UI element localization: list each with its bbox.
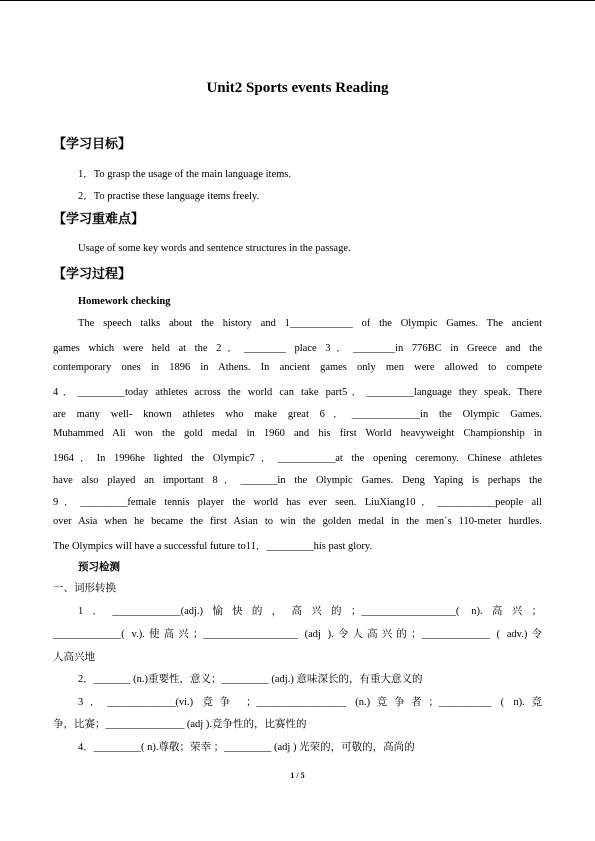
homework-line-9: 9．_________female tennis player the world has ever seen. LiuXiang10．___________people all <box>53 497 542 508</box>
page-top-border <box>0 0 595 1</box>
homework-heading: Homework checking <box>78 296 171 307</box>
objective-item-2: 2．To practise these language items freely. <box>78 191 260 202</box>
homework-line-4: 4．_________today athletes across the world can take part5．_________language they speak. There <box>53 387 542 398</box>
preview-line-6: 争，比赛；_______________ (adj ).竞争性的，比赛性的 <box>53 719 307 730</box>
preview-line-4: 2．_______ (n.)重要性，意义；_________ (adj.) 意味深长的，有重大意义的 <box>78 674 423 685</box>
homework-line-10: over Asia when he became the first Asian to win the golden medal in the men᾽s 110-meter hurdles. <box>53 516 542 527</box>
homework-line-6: Muhammed Ali won the gold medal in 1960 and his first World heavyweight Championship in <box>53 428 542 439</box>
objectives-heading: 【学习目标】 <box>53 137 132 152</box>
preview-line-1: 1．_____________(adj.)愉快的，高兴的；__________________( n).高兴； <box>78 606 542 617</box>
preview-line-3: 人高兴地 <box>53 652 95 663</box>
homework-line-1: The speech talks about the history and 1____________ of the Olympic Games. The ancient <box>78 318 542 329</box>
process-heading: 【学习过程】 <box>53 267 132 282</box>
homework-line-8: have also played an important 8．_______in the Olympic Games. Deng Yaping is perhaps the <box>53 475 542 486</box>
objective-item-1: 1．To grasp the usage of the main language items. <box>78 169 291 180</box>
homework-line-3: contemporary ones in 1896 in Athens. In ancient games only men were allowed to compete <box>53 362 542 373</box>
homework-line-11: The Olympics will have a successful future to11．_________his past glory. <box>53 541 373 552</box>
page-title: Unit2 Sports events Reading <box>206 80 389 96</box>
page-number: 1 / 5 <box>290 771 305 780</box>
key-points-heading: 【学习重难点】 <box>53 212 145 227</box>
key-points-text: Usage of some key words and sentence structures in the passage. <box>78 243 351 254</box>
preview-heading: 预习检测 <box>78 562 120 573</box>
preview-line-5: 3．_____________(vi.) 竞争 ；_________________ (n.)竞争者；__________ ( n).竞 <box>78 697 542 708</box>
homework-line-5: are many well- known athletes who make great 6．_____________in the Olympic Games. <box>53 409 542 420</box>
homework-line-2: games which were held at the 2．________ place 3．________in 776BC in Greece and the <box>53 343 542 354</box>
preview-line-7: 4．_________( n).尊敬；荣幸 ；_________ (adj ) 光荣的，可敬的，高尚的 <box>78 742 415 753</box>
preview-line-2: _____________( v.).使高兴；__________________ (adj ).令人高兴的；_____________ ( adv.)令 <box>53 629 542 640</box>
word-conversion-title: 一、词形转换 <box>53 583 116 594</box>
homework-line-7: 1964．In 1996he lighted the Olympic7．___________at the opening ceremony. Chinese athletes <box>53 453 542 464</box>
